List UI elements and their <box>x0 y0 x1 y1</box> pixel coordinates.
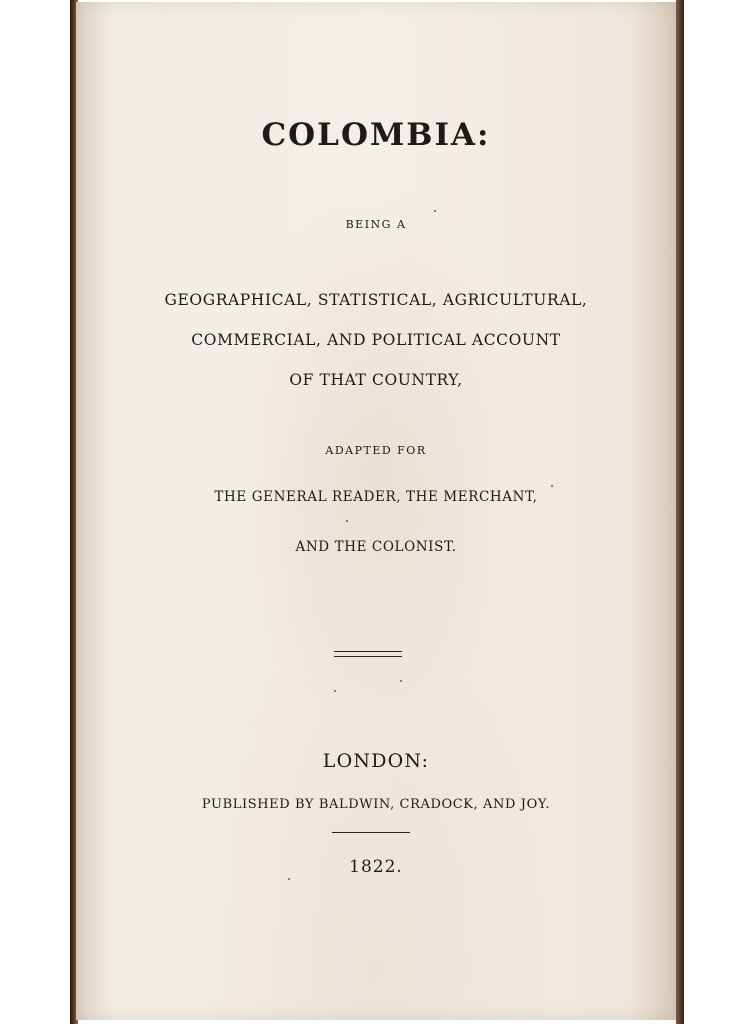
double-rule-divider <box>334 651 402 657</box>
being-a-text: BEING A <box>345 218 407 231</box>
book-fore-edge <box>676 0 684 1024</box>
imprint-year: 1822. <box>349 857 403 877</box>
foxing-speck <box>551 485 553 487</box>
description-line-3: OF THAT COUNTRY, <box>289 371 463 389</box>
adapted-for-text: ADAPTED FOR <box>325 444 427 457</box>
foxing-speck <box>400 680 402 682</box>
foxing-speck <box>334 690 336 692</box>
readership-line-2: AND THE COLONIST. <box>295 539 457 555</box>
single-rule-divider <box>332 832 410 833</box>
description-line-1: GEOGRAPHICAL, STATISTICAL, AGRICULTURAL, <box>164 291 588 309</box>
imprint-place: LONDON: <box>322 750 430 772</box>
imprint-publisher: PUBLISHED BY BALDWIN, CRADOCK, AND JOY. <box>201 797 551 812</box>
title-page <box>76 2 676 1020</box>
book-title: COLOMBIA: <box>261 117 491 153</box>
foxing-speck <box>346 520 348 522</box>
description-line-2: COMMERCIAL, AND POLITICAL ACCOUNT <box>191 331 561 349</box>
foxing-speck <box>434 210 436 212</box>
foxing-speck <box>288 878 290 880</box>
readership-line-1: THE GENERAL READER, THE MERCHANT, <box>214 489 538 505</box>
